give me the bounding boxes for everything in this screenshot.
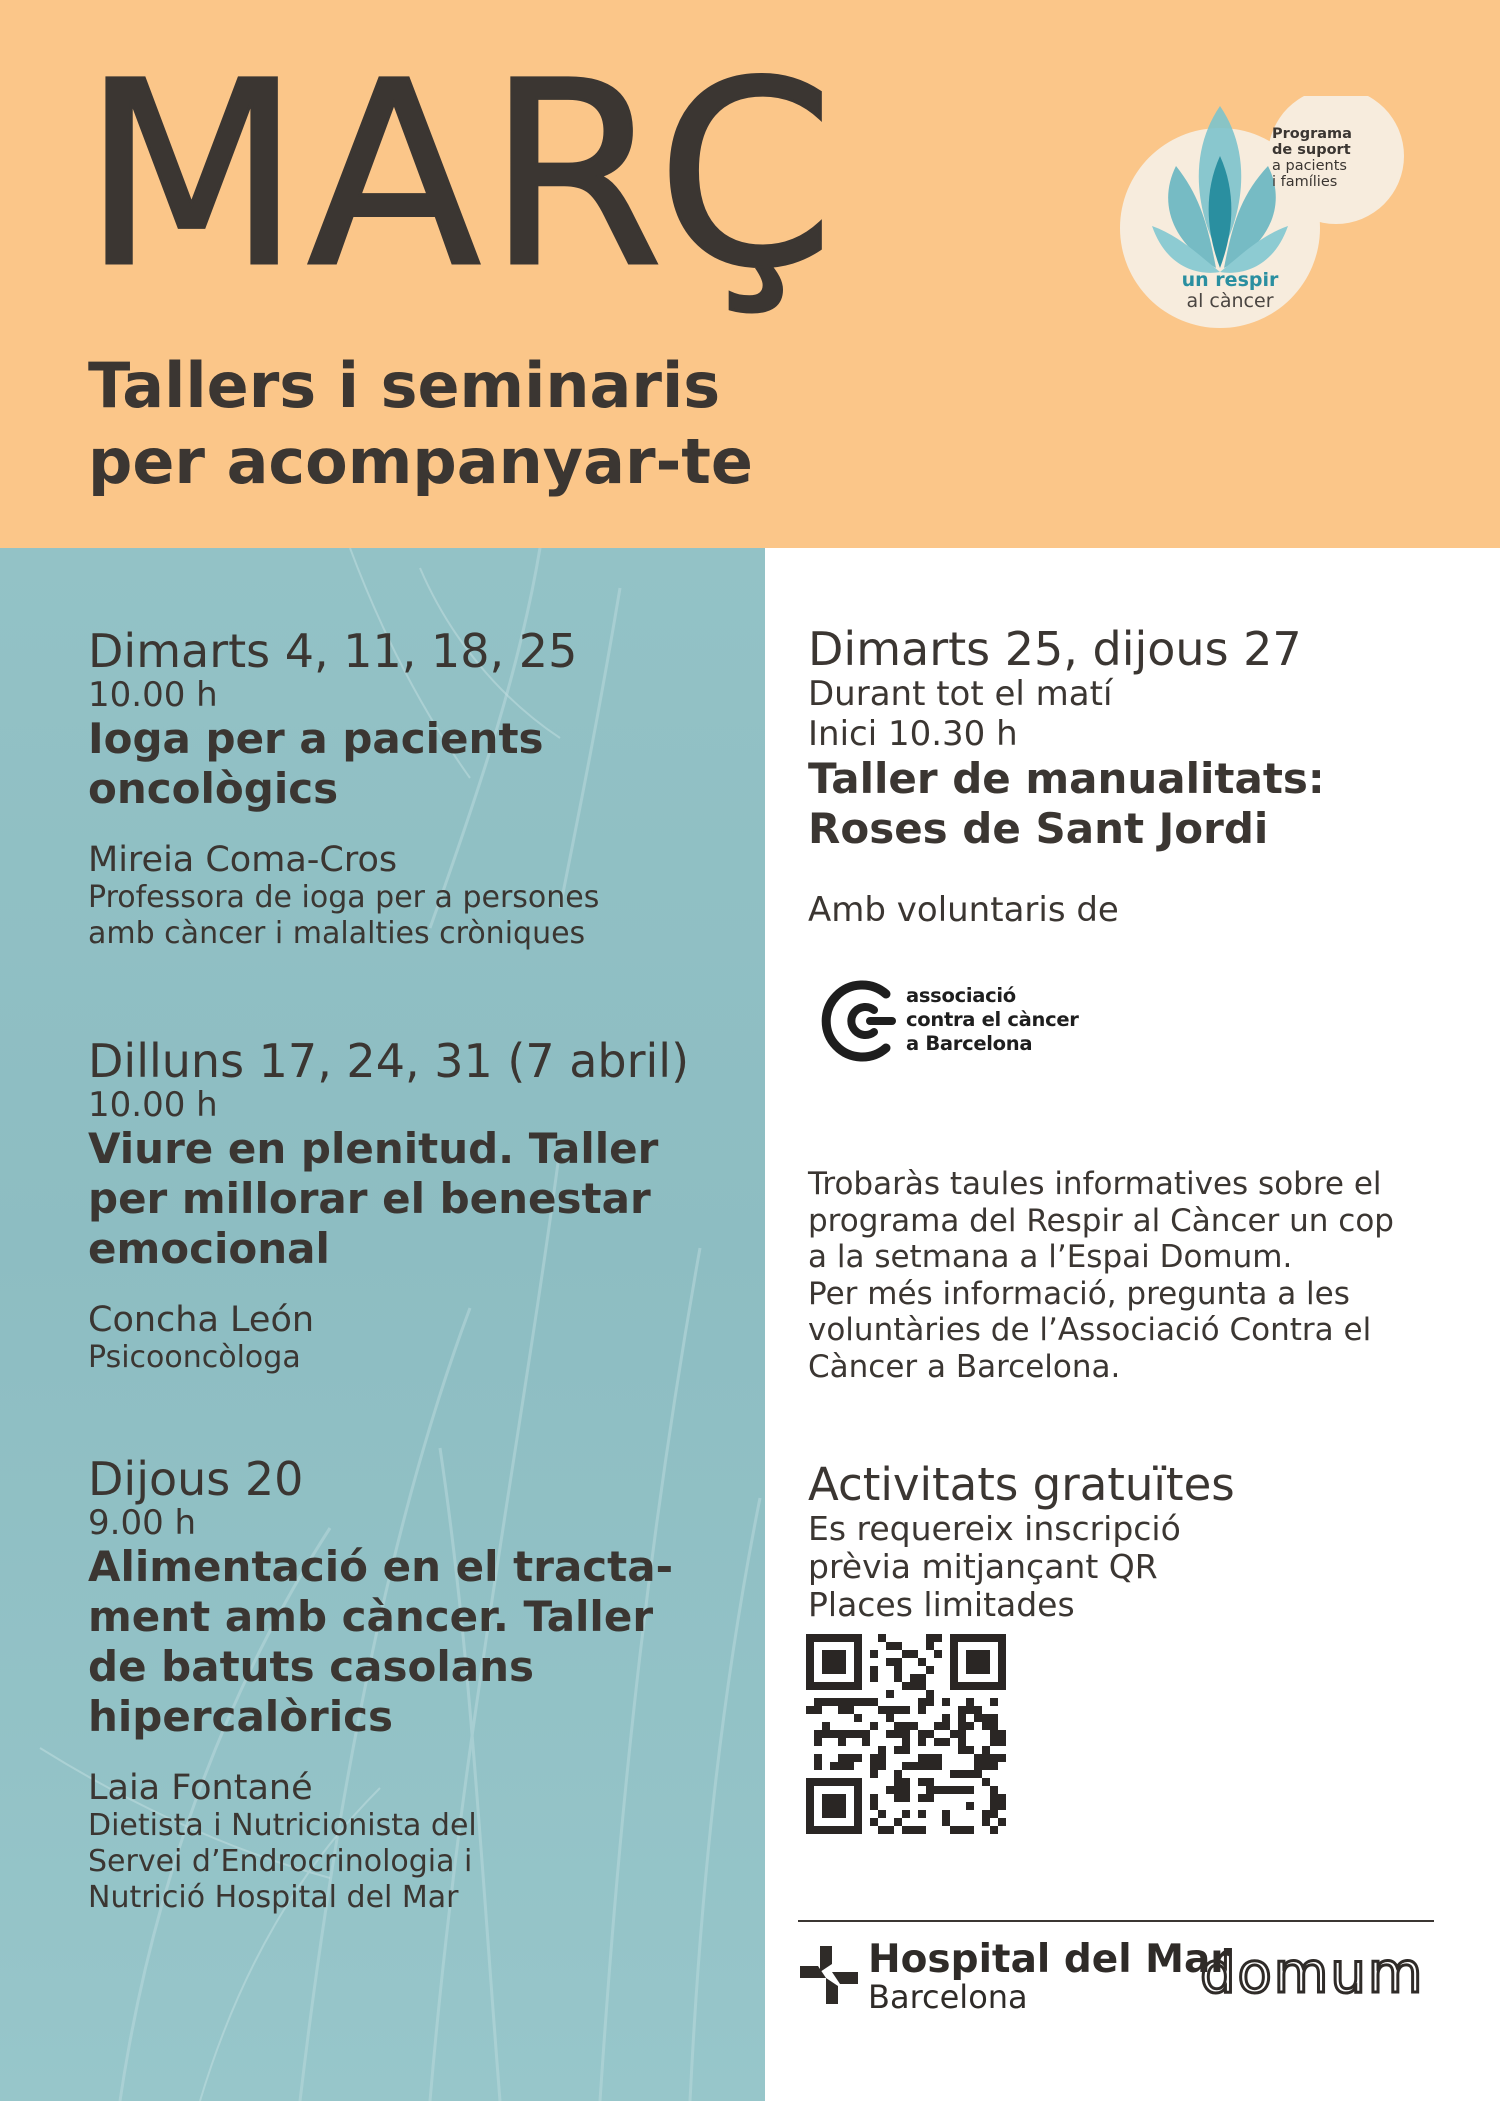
qr-module (990, 1738, 998, 1746)
qr-module (878, 1754, 886, 1762)
qr-module (894, 1786, 902, 1794)
qr-module (990, 1826, 998, 1834)
qr-module (854, 1698, 862, 1706)
qr-module (982, 1818, 990, 1826)
event-speaker: Concha León (88, 1300, 315, 1340)
qr-module (910, 1650, 918, 1658)
qr-module (870, 1762, 878, 1770)
qr-module (926, 1778, 934, 1786)
qr-module (830, 1730, 838, 1738)
qr-module (870, 1818, 878, 1826)
event-title-line: hipercalòrics (88, 1692, 394, 1741)
qr-module (902, 1786, 910, 1794)
logo-tag-line: de suport (1272, 142, 1351, 158)
qr-module (902, 1650, 910, 1658)
qr-module (878, 1810, 886, 1818)
qr-module (990, 1698, 998, 1706)
qr-module (862, 1730, 870, 1738)
qr-module (894, 1666, 902, 1674)
qr-module (846, 1762, 854, 1770)
qr-module (990, 1802, 998, 1810)
event-title-line: Alimentació en el tracta- (88, 1542, 674, 1591)
event-role-line: amb càncer i malalties cròniques (88, 916, 586, 951)
qr-module (910, 1682, 918, 1690)
qr-module (982, 1778, 990, 1786)
qr-module (926, 1730, 934, 1738)
event-title-line: Viure en plenitud. Taller (88, 1124, 659, 1173)
qr-module (982, 1722, 990, 1730)
qr-module (934, 1722, 942, 1730)
qr-module (982, 1746, 990, 1754)
qr-module (870, 1666, 878, 1674)
qr-module (822, 1722, 830, 1730)
qr-module (894, 1658, 902, 1666)
qr-module (814, 1762, 822, 1770)
subtitle (88, 348, 753, 500)
qr-module (910, 1722, 918, 1730)
qr-module (950, 1786, 958, 1794)
qr-module (990, 1762, 998, 1770)
qr-module (838, 1754, 846, 1762)
qr-module (862, 1698, 870, 1706)
event-role-line: Nutrició Hospital del Mar (88, 1880, 459, 1915)
info-paragraph (808, 1166, 1394, 1385)
qr-module (894, 1818, 902, 1826)
volunteers-label: Amb voluntaris de (808, 890, 1119, 930)
qr-module (918, 1674, 926, 1682)
event-role-line: Professora de ioga per a persones (88, 880, 600, 915)
qr-module (902, 1778, 910, 1786)
qr-module (894, 1794, 902, 1802)
qr-module (958, 1730, 966, 1738)
qr-module (958, 1706, 966, 1714)
qr-module (886, 1714, 894, 1722)
qr-module (886, 1658, 894, 1666)
qr-module (846, 1698, 854, 1706)
qr-module (958, 1714, 966, 1722)
qr-module (910, 1674, 918, 1682)
qr-module (870, 1650, 878, 1658)
qr-module (838, 1762, 846, 1770)
logo-tagline (1272, 126, 1352, 190)
subtitle-line: per acompanyar-te (88, 425, 753, 498)
qr-module (894, 1730, 902, 1738)
qr-module (894, 1722, 902, 1730)
info-line: Trobaràs taules informatives sobre el (808, 1166, 1382, 1202)
qr-module (934, 1754, 942, 1762)
qr-module (806, 1682, 862, 1690)
qr-module (982, 1754, 990, 1762)
qr-module (870, 1674, 878, 1682)
qr-module (990, 1786, 998, 1794)
qr-module (902, 1794, 910, 1802)
qr-module (902, 1722, 910, 1730)
event-roses-sant-jordi (808, 624, 1325, 930)
qr-module (894, 1642, 902, 1650)
qr-module (846, 1754, 854, 1762)
qr-module (934, 1786, 942, 1794)
logo-name-line: un respir (1181, 269, 1279, 291)
qr-module (926, 1794, 934, 1802)
event-speaker: Mireia Coma-Cros (88, 840, 398, 880)
qr-module (894, 1746, 902, 1754)
qr-module (966, 1786, 974, 1794)
qr-module (806, 1706, 814, 1714)
qr-module (998, 1634, 1006, 1690)
activities-heading: Activitats gratuïtes (808, 1458, 1235, 1511)
logo-tag-line: Programa (1272, 126, 1352, 142)
event-role-line: Dietista i Nutricionista del (88, 1808, 477, 1843)
qr-module (982, 1714, 990, 1722)
qr-module (926, 1666, 934, 1674)
association-name-line: contra el càncer (906, 1008, 1079, 1031)
qr-module (998, 1754, 1006, 1762)
activities-line: Es requereix inscripció (808, 1509, 1181, 1548)
hospital-cross-logo-icon (798, 1944, 860, 2006)
qr-module (990, 1722, 998, 1730)
qr-module (902, 1826, 910, 1834)
qr-module (886, 1690, 894, 1698)
event-date: Dimarts 25, dijous 27 (808, 622, 1302, 676)
event-title-line: de batuts casolans (88, 1642, 534, 1691)
qr-module (878, 1634, 886, 1642)
qr-module (982, 1762, 990, 1770)
qr-module (966, 1706, 974, 1714)
qr-module (934, 1762, 942, 1770)
qr-module (894, 1706, 902, 1714)
event-date: Dimarts 4, 11, 18, 25 (88, 624, 578, 678)
qr-module (998, 1818, 1006, 1826)
association-name-line: associació (906, 984, 1016, 1007)
qr-module (950, 1682, 1006, 1690)
qr-module (998, 1794, 1006, 1802)
qr-module (918, 1730, 926, 1738)
qr-module (886, 1642, 894, 1650)
qr-module (966, 1722, 974, 1730)
logo-name-line: al càncer (1186, 290, 1274, 312)
logo-name (1180, 270, 1280, 312)
qr-module (950, 1826, 958, 1834)
event-viure-en-plenitud (88, 1036, 689, 1376)
footer-divider (798, 1920, 1434, 1922)
event-title-line: emocional (88, 1224, 330, 1273)
qr-module (942, 1738, 950, 1746)
event-yoga (88, 626, 599, 952)
qr-module (958, 1746, 966, 1754)
qr-module (902, 1730, 910, 1738)
qr-module (990, 1754, 998, 1762)
qr-module (838, 1730, 846, 1738)
qr-module (966, 1650, 990, 1674)
qr-module (942, 1722, 950, 1730)
month-title: MARÇ (82, 27, 841, 323)
event-alimentacio (88, 1454, 673, 1916)
qr-module (846, 1730, 854, 1738)
event-role-line: Servei d’Endrocrinologia i (88, 1844, 473, 1879)
qr-module (902, 1738, 910, 1746)
qr-module (814, 1730, 822, 1738)
qr-module (830, 1762, 838, 1770)
event-title-line: Roses de Sant Jordi (808, 804, 1269, 853)
qr-module (950, 1770, 958, 1778)
qr-module (846, 1706, 854, 1714)
qr-module (990, 1730, 998, 1738)
domum-logo-text: domum (1200, 1941, 1425, 2006)
qr-module (918, 1698, 926, 1706)
qr-module (918, 1826, 926, 1834)
qr-module (998, 1802, 1006, 1810)
qr-module (806, 1826, 862, 1834)
qr-module (918, 1778, 926, 1786)
qr-module (950, 1730, 958, 1738)
qr-module (814, 1698, 822, 1706)
qr-module (966, 1770, 974, 1778)
info-line: a la setmana a l’Espai Domum. (808, 1239, 1293, 1275)
qr-module (806, 1778, 862, 1786)
activities-details (808, 1510, 1181, 1624)
qr-module (886, 1786, 894, 1794)
info-line: Càncer a Barcelona. (808, 1348, 1121, 1385)
hospital-city: Barcelona (868, 1978, 1028, 2016)
qr-module (950, 1634, 1006, 1642)
event-time: 10.00 h (88, 675, 218, 715)
qr-module (926, 1762, 934, 1770)
association-name-line: a Barcelona (906, 1032, 1033, 1055)
qr-module (918, 1754, 926, 1762)
qr-module (974, 1714, 982, 1722)
qr-module (870, 1754, 878, 1762)
qr-module (926, 1754, 934, 1762)
qr-module (966, 1826, 974, 1834)
qr-module (942, 1786, 950, 1794)
qr-module (974, 1770, 982, 1778)
qr-module (902, 1746, 910, 1754)
qr-module (878, 1706, 886, 1714)
qr-module (886, 1826, 894, 1834)
qr-module (822, 1794, 846, 1818)
qr-module (822, 1650, 846, 1674)
qr-module (966, 1746, 974, 1754)
association-name (906, 984, 1079, 1056)
qr-module (958, 1770, 966, 1778)
qr-module (862, 1738, 870, 1746)
domum-logo (1200, 1940, 1435, 2010)
qr-module (958, 1738, 966, 1746)
qr-module (918, 1658, 926, 1666)
subtitle-line: Tallers i seminaris (88, 349, 721, 422)
qr-module (886, 1706, 894, 1714)
qr-module (950, 1634, 958, 1690)
qr-module (974, 1706, 982, 1714)
registration-qr-code[interactable] (806, 1634, 1006, 1834)
hospital-name: Hospital del Mar (868, 1937, 1230, 1982)
qr-module (838, 1738, 846, 1746)
qr-module (910, 1826, 918, 1834)
qr-module (926, 1642, 934, 1650)
activities-line: Places limitades (808, 1585, 1075, 1624)
event-role-line: Psicooncòloga (88, 1340, 301, 1375)
info-line: programa del Respir al Càncer un cop (808, 1202, 1394, 1239)
qr-module (806, 1778, 814, 1834)
event-title-line: oncològics (88, 764, 339, 813)
qr-module (902, 1706, 910, 1714)
qr-module (870, 1722, 878, 1730)
qr-module (958, 1786, 966, 1794)
qr-module (990, 1714, 998, 1722)
event-date: Dijous 20 (88, 1452, 304, 1506)
event-time-line: Inici 10.30 h (808, 714, 1018, 754)
qr-module (814, 1706, 822, 1714)
qr-module (814, 1738, 822, 1746)
qr-module (998, 1730, 1006, 1738)
qr-module (854, 1778, 862, 1834)
qr-module (918, 1682, 926, 1690)
qr-module (974, 1754, 982, 1762)
qr-module (934, 1738, 942, 1746)
event-date: Dilluns 17, 24, 31 (7 abril) (88, 1034, 690, 1088)
qr-module (966, 1698, 974, 1706)
event-time-line: Durant tot el matí (808, 674, 1113, 714)
qr-module (838, 1698, 846, 1706)
qr-module (854, 1754, 862, 1762)
qr-module (838, 1706, 846, 1714)
qr-module (958, 1826, 966, 1834)
qr-module (926, 1698, 934, 1706)
qr-module (894, 1770, 902, 1778)
qr-module (886, 1730, 894, 1738)
qr-module (958, 1722, 966, 1730)
qr-module (878, 1746, 886, 1754)
qr-module (854, 1634, 862, 1690)
event-title-line: ment amb càncer. Taller (88, 1592, 654, 1641)
qr-module (814, 1754, 822, 1762)
qr-module (918, 1762, 926, 1770)
qr-module (942, 1698, 950, 1706)
qr-module (870, 1698, 878, 1706)
qr-module (926, 1786, 934, 1794)
qr-module (878, 1826, 886, 1834)
activities-line: prèvia mitjançant QR (808, 1547, 1158, 1586)
qr-module (974, 1762, 982, 1770)
qr-module (854, 1714, 862, 1722)
event-title-line: Ioga per a pacients (88, 714, 544, 763)
qr-module (942, 1810, 950, 1818)
info-line: Per més informació, pregunta a les (808, 1275, 1350, 1312)
qr-module (990, 1810, 998, 1818)
qr-module (870, 1770, 878, 1778)
qr-module (894, 1674, 902, 1682)
qr-module (910, 1762, 918, 1770)
qr-module (934, 1650, 942, 1658)
qr-module (942, 1818, 950, 1826)
qr-module (822, 1730, 830, 1738)
qr-module (806, 1634, 814, 1690)
qr-module (878, 1762, 886, 1770)
qr-module (982, 1810, 990, 1818)
qr-module (854, 1730, 862, 1738)
qr-module (894, 1778, 902, 1786)
qr-module (870, 1802, 878, 1810)
qr-module (918, 1706, 926, 1714)
qr-module (926, 1634, 934, 1642)
event-time: 9.00 h (88, 1503, 197, 1543)
qr-module (918, 1738, 926, 1746)
qr-module (966, 1802, 974, 1810)
event-title-line: per millorar el benestar (88, 1174, 651, 1223)
qr-module (902, 1682, 910, 1690)
event-speaker: Laia Fontané (88, 1768, 313, 1808)
qr-module (926, 1690, 934, 1698)
qr-module (806, 1634, 862, 1642)
qr-module (830, 1698, 838, 1706)
event-time: 10.00 h (88, 1085, 218, 1125)
qr-module (998, 1738, 1006, 1746)
logo-tag-line: a pacients (1272, 158, 1347, 174)
qr-module (990, 1794, 998, 1802)
qr-module (942, 1714, 950, 1722)
qr-module (934, 1634, 942, 1642)
left-column (0, 548, 765, 2101)
event-title-line: Taller de manualitats: (808, 754, 1325, 803)
logo-tag-line: i famílies (1272, 174, 1338, 190)
qr-module (902, 1810, 910, 1818)
qr-module (918, 1794, 926, 1802)
qr-module (822, 1698, 830, 1706)
qr-module (918, 1810, 926, 1818)
qr-module (870, 1794, 878, 1802)
qr-module (902, 1762, 910, 1770)
info-line: voluntàries de l’Associació Contra el (808, 1312, 1372, 1348)
